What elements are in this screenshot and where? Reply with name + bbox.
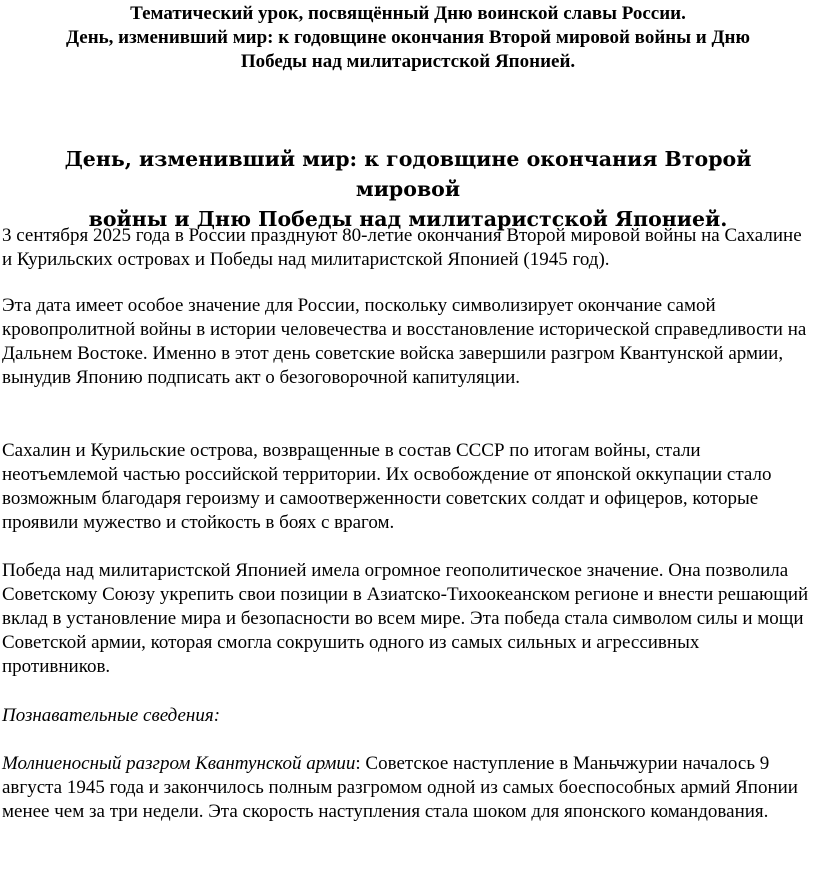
paragraph-sakhalin-kurils: Сахалин и Курильские острова, возвращенные в состав СССР по итогам войны, стали неотъемлемой частью российской территории. Их освобождение от японской оккупации стало возможным благодаря героизму и самоотверженности советских солдат и офицеров, которые проявили мужество и стойкость в боях с врагом. xyxy=(2,440,772,533)
lesson-title-line-3: Победы над милитаристской Японией. xyxy=(240,51,576,72)
lesson-title xyxy=(0,2,816,74)
lesson-title-line-1: Тематический урок, посвящённый Дню воинской славы России. xyxy=(130,3,686,24)
fact-text: : Советское наступление в Маньчжурии началось 9 августа 1945 года и закончилось полным разгромом одной из самых боеспособных армий Японии менее чем за три недели. Эта скорость наступления стала шоком для японского командования. xyxy=(2,753,798,822)
article-heading xyxy=(20,144,796,234)
paragraph-anniversary: 3 сентября 2025 года в России празднуют 80-летие окончания Второй мировой войны на Сахалине и Курильских островах и Победы над милитаристской Японией (1945 год). xyxy=(2,225,802,270)
article-heading-line-2: войны и Дню Победы над милитаристской Японией. xyxy=(88,207,728,231)
lesson-title-line-2: День, изменивший мир: к годовщине окончания Второй мировой войны и Дню xyxy=(65,27,751,48)
paragraph-geopolitics: Победа над милитаристской Японией имела огромное геополитическое значение. Она позволила Советскому Союзу укрепить свои позиции в Азиатско-Тихоокеанском регионе и внести решающий вклад в установление мира и безопасности во всем мире. Эта победа стала символом силы и мощи Советской армии, которая смогла сокрушить одного из самых сильных и агрессивных противников. xyxy=(2,560,809,677)
article-heading-line-1: День, изменивший мир: к годовщине окончания Второй мировой xyxy=(64,147,752,201)
section-label-facts: Познавательные сведения: xyxy=(2,705,221,726)
paragraph-significance: Эта дата имеет особое значение для России, поскольку символизирует окончание самой кровопролитной войны в истории человечества и восстановление исторической справедливости на Дальнем Востоке. Именно в этот день советские войска завершили разгром Квантунской армии, вынудив Японию подписать акт о безоговорочной капитуляции. xyxy=(2,295,807,388)
fact-title: Молниеносный разгром Квантунской армии xyxy=(2,753,356,774)
fact-kwantung-army xyxy=(2,752,812,824)
